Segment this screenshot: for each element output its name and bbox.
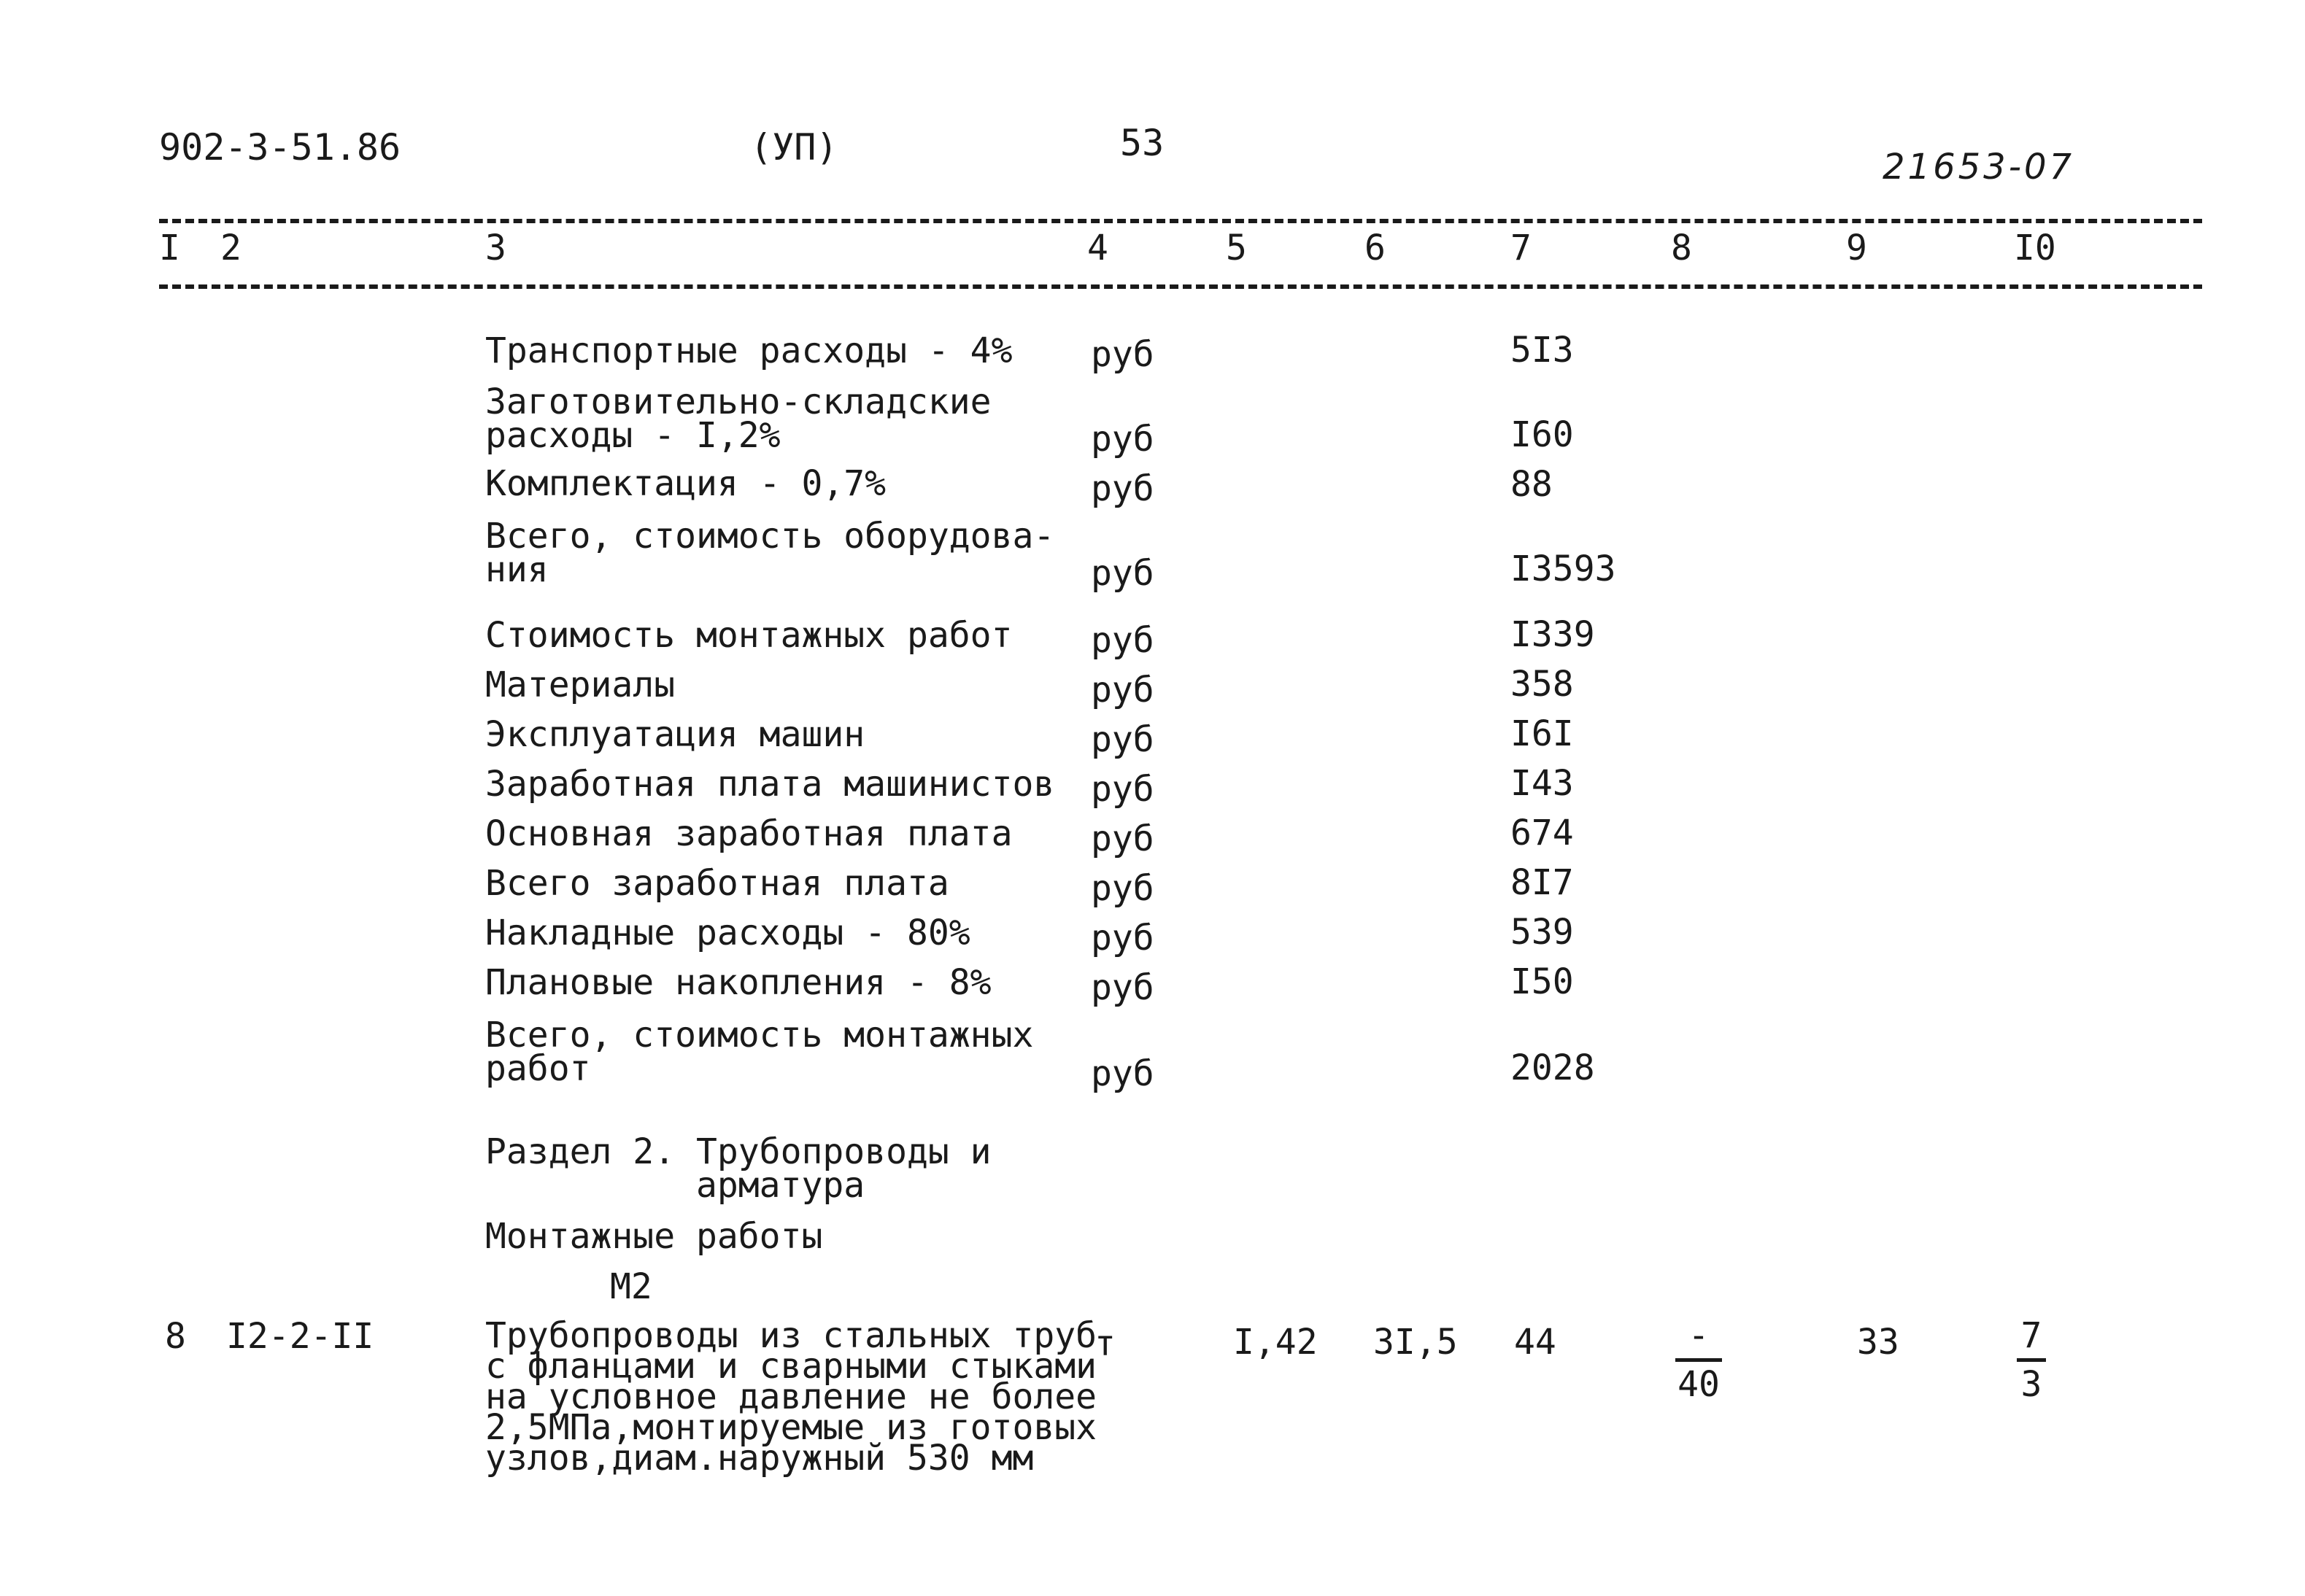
row-value: I6I (1510, 713, 1574, 754)
column-header: 4 (1087, 228, 1108, 268)
section-title: Раздел 2. Трубопроводы и арматура (485, 1131, 992, 1206)
header-top-rule (159, 219, 2202, 223)
column-header: 8 (1671, 228, 1692, 268)
row-description: Транспортные расходы - 4% (485, 330, 1013, 371)
item-description: Трубопроводы из стальных труб с фланцами и сварными стыками на условное давление не более 2,5МПа,монтируемые из готовых узлов,диам.наружный 530 мм (485, 1315, 1097, 1479)
row-value: 358 (1510, 664, 1574, 705)
row-description: Комплектация - 0,7% (485, 463, 887, 504)
row-unit: руб (1091, 719, 1154, 760)
column-header: 6 (1364, 228, 1386, 268)
row-description: Всего, стоимость монтажных работ (485, 1015, 1034, 1089)
column-header: 3 (485, 228, 506, 268)
item-col8-fraction (1675, 1317, 1722, 1403)
row-description: Плановые накопления - 8% (485, 962, 992, 1003)
row-description: Стоимость монтажных работ (485, 615, 1013, 656)
registration-number: 21653-07 (1883, 147, 2075, 187)
row-value: I43 (1510, 763, 1574, 804)
column-header: 5 (1226, 228, 1247, 268)
fraction-denominator: 40 (1677, 1364, 1720, 1405)
item-col9: 33 (1857, 1322, 1899, 1363)
column-header: I0 (2014, 228, 2056, 268)
row-description: Накладные расходы - 80% (485, 913, 970, 953)
row-value: 539 (1510, 912, 1574, 953)
document-code: 902-3-51.86 (159, 126, 401, 168)
row-description: Заготовительно-складские расходы - I,2% (485, 381, 992, 456)
row-unit: руб (1091, 918, 1154, 958)
page-number: 53 (1120, 122, 1165, 164)
row-unit: руб (1091, 769, 1154, 810)
item-code: I2-2-II (226, 1316, 374, 1357)
row-value: 2028 (1510, 1047, 1595, 1088)
item-number: 8 (165, 1316, 186, 1357)
row-description: Всего, стоимость оборудова- ния (485, 516, 1055, 590)
row-value: 88 (1510, 464, 1553, 505)
row-value: 5I3 (1510, 330, 1574, 371)
row-description: Эксплуатация машин (485, 714, 865, 755)
header-bottom-rule (159, 284, 2202, 289)
column-header: I (159, 228, 180, 268)
row-description: Всего заработная плата (485, 863, 949, 904)
row-value: I339 (1510, 614, 1595, 655)
row-unit: руб (1091, 818, 1154, 859)
fraction-bar (2017, 1358, 2046, 1362)
row-value: 674 (1510, 813, 1574, 853)
row-unit: руб (1091, 670, 1154, 710)
row-unit: руб (1091, 553, 1154, 594)
item-unit-price: 3I,5 (1373, 1322, 1458, 1363)
row-unit: руб (1091, 868, 1154, 909)
row-value: I60 (1510, 414, 1574, 455)
row-unit: руб (1091, 1053, 1154, 1094)
row-value: I3593 (1510, 549, 1616, 589)
row-unit: руб (1091, 620, 1154, 661)
item-total: 44 (1514, 1322, 1556, 1363)
column-header: 9 (1846, 228, 1867, 268)
fraction-numerator: 7 (2020, 1315, 2042, 1356)
item-unit: т (1094, 1323, 1116, 1364)
row-value: 8I7 (1510, 862, 1574, 903)
row-unit: руб (1091, 334, 1154, 375)
section-code: (УП) (750, 126, 838, 168)
column-header: 7 (1510, 228, 1532, 268)
column-header: 2 (220, 228, 242, 268)
item-quantity: I,42 (1233, 1322, 1318, 1363)
section-subtitle: Монтажные работы (485, 1216, 823, 1257)
fraction-bar (1675, 1358, 1722, 1362)
row-value: I50 (1510, 961, 1574, 1002)
item-col10-fraction (2017, 1317, 2046, 1403)
row-unit: руб (1091, 419, 1154, 460)
row-unit: руб (1091, 967, 1154, 1008)
row-description: Заработная плата машинистов (485, 764, 1055, 805)
section-code: М2 (610, 1266, 652, 1307)
fraction-denominator: 3 (2020, 1364, 2042, 1405)
row-unit: руб (1091, 468, 1154, 509)
fraction-numerator: - (1688, 1315, 1710, 1356)
row-description: Материалы (485, 665, 676, 705)
row-description: Основная заработная плата (485, 813, 1013, 854)
